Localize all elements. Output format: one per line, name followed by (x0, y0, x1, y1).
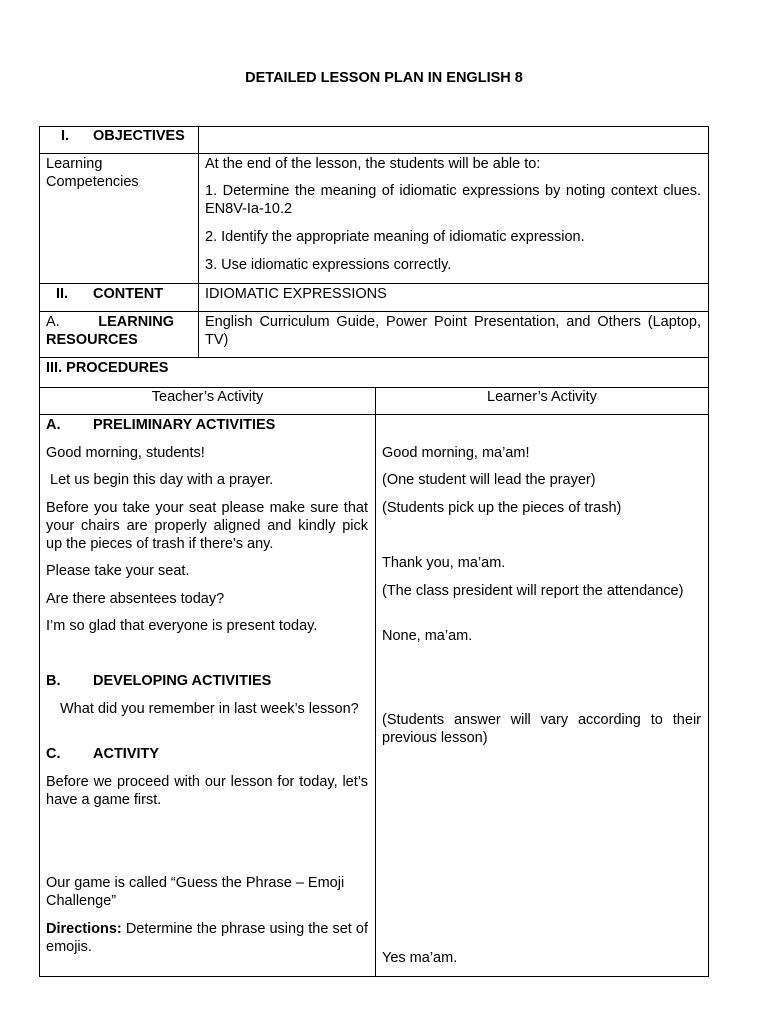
upper-table-column-divider (198, 126, 199, 357)
developing-question: What did you remember in last week’s lesson? (60, 701, 359, 717)
teacher-line: Please take your seat. (46, 563, 190, 579)
teacher-line: Let us begin this day with a prayer. (46, 472, 274, 488)
developing-letter: B. (46, 673, 61, 689)
teacher-activity-header: Teacher’s Activity (151, 389, 264, 405)
resources-value: English Curriculum Guide, Power Point Presentation, and Others (Laptop, TV) (205, 314, 701, 348)
competencies-intro: At the end of the lesson, the students will be able to: (205, 156, 541, 172)
upper-table-divider (39, 283, 709, 284)
learner-activity-header: Learner’s Activity (487, 389, 597, 405)
resources-label-line1 (46, 313, 174, 331)
procedures-heading: III. PROCEDURES (46, 360, 169, 376)
teacher-line: I’m so glad that everyone is present today. (46, 618, 318, 634)
activity-heading: ACTIVITY (93, 746, 160, 762)
teacher-line: Good morning, students! (46, 445, 205, 461)
resources-label (46, 313, 174, 349)
preliminary-letter: A. (46, 417, 61, 433)
label-line: Competencies (46, 174, 139, 190)
activity-letter: C. (46, 746, 61, 762)
learner-line: (One student will lead the prayer) (382, 472, 596, 488)
competency-item: 3. Use idiomatic expressions correctly. (205, 257, 452, 273)
procedures-column-divider (375, 387, 376, 977)
directions-label: Directions: (46, 921, 122, 937)
objectives-heading: OBJECTIVES (93, 128, 185, 144)
teacher-line: Before you take your seat please make sure that your chairs are properly aligned and kindly pick up the pieces of trash if there's any. (46, 500, 368, 552)
preliminary-heading: PRELIMINARY ACTIVITIES (93, 417, 276, 433)
competency-item: 2. Identify the appropriate meaning of idiomatic expression. (205, 229, 585, 245)
game-line: Our game is called “Guess the Phrase – Emoji Challenge” (46, 875, 345, 909)
content-numeral: II. (56, 286, 69, 302)
teacher-line: Are there absentees today? (46, 591, 225, 607)
learner-line: (The class president will report the attendance) (382, 583, 684, 599)
competency-item: 1. Determine the meaning of idiomatic expressions by noting context clues. EN8V-Ia-10.2 (205, 183, 701, 217)
learner-line: (Students pick up the pieces of trash) (382, 500, 622, 516)
upper-table-divider (39, 311, 709, 312)
developing-heading: DEVELOPING ACTIVITIES (93, 673, 272, 689)
learner-line: Thank you, ma’am. (382, 555, 506, 571)
content-heading: CONTENT (93, 286, 164, 302)
label-line: Learning (46, 156, 103, 172)
objectives-numeral: I. (61, 128, 70, 144)
activity-intro: Before we proceed with our lesson for today, let’s have a game first. (46, 774, 368, 808)
learner-line: (Students answer will vary according to their previous lesson) (382, 712, 701, 746)
resources-letter: A. (46, 314, 60, 330)
learner-line: Good morning, ma’am! (382, 445, 530, 461)
upper-table-divider (39, 357, 709, 358)
directions-text (46, 920, 368, 956)
learner-line: None, ma’am. (382, 628, 473, 644)
resources-heading-word: LEARNING (98, 314, 174, 330)
document-title: DETAILED LESSON PLAN IN ENGLISH 8 (245, 70, 523, 86)
directions-body: Determine the phrase using the set of emojis. (46, 921, 368, 955)
procedures-header-divider (39, 414, 709, 415)
learner-line: Yes ma’am. (382, 950, 458, 966)
content-value: IDIOMATIC EXPRESSIONS (205, 286, 387, 302)
upper-table-divider (39, 153, 709, 154)
resources-heading-word: RESOURCES (46, 332, 138, 348)
learning-competencies-label (46, 155, 194, 191)
